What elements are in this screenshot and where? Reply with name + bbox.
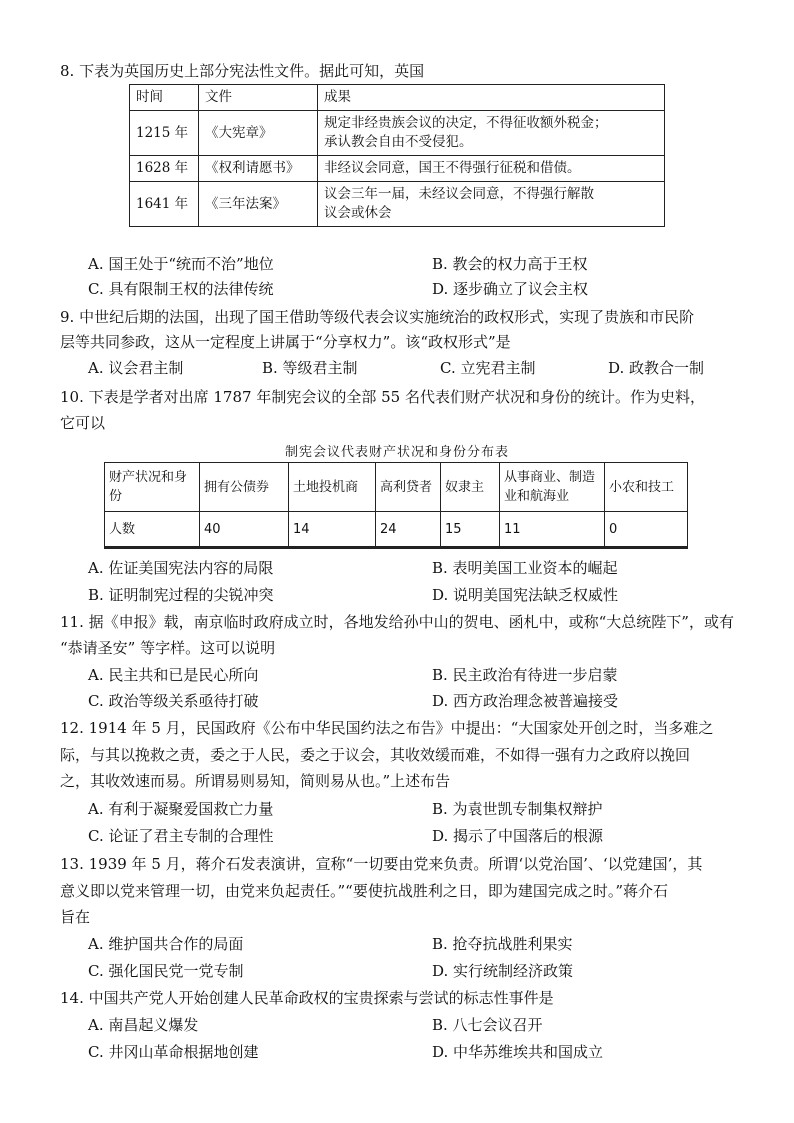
q9-option-a: A. 议会君主制 (88, 359, 184, 377)
q12-option-b: B. 为袁世凯专制集权辩护 (432, 800, 603, 818)
cell-line: 议会三年一届，未经议会同意，不得强行解散 (324, 186, 594, 202)
q13-option-c: C. 强化国民党一党专制 (88, 962, 244, 980)
q9-option-d: D. 政教合一制 (608, 359, 705, 377)
q14-stem: 14. 中国共产党人开始创建人民革命政权的宝贵探索与尝试的标志性事件是 (60, 989, 554, 1007)
cell-line: 议会或休会 (324, 205, 392, 221)
table-row (130, 156, 665, 182)
q14-option-b: B. 八七会议召开 (432, 1016, 543, 1034)
table-cell: 《三年法案》 (199, 182, 318, 227)
q12-option-c: C. 论证了君主专制的合理性 (88, 827, 274, 845)
q11-stem-line2: “恭请圣安” 等字样。这可以说明 (60, 639, 276, 657)
q10-option-a: A. 佐证美国宪法内容的局限 (88, 559, 274, 577)
q13-stem-line1: 13. 1939 年 5 月，蒋介石发表演讲，宣称“一切要由党来负责。所谓‘以党治国’、‘以党建国’，其 (60, 855, 703, 873)
cell-line: 承认教会自由不受侵犯。 (324, 134, 473, 150)
table-header-cell: 高利贷者 (376, 463, 441, 512)
table-cell: 24 (376, 512, 441, 548)
table-cell: 11 (500, 512, 605, 548)
table-row (130, 182, 665, 227)
q14-option-c: C. 井冈山革命根据地创建 (88, 1043, 259, 1061)
table-cell: 1628 年 (130, 156, 199, 182)
table-cell: 1215 年 (130, 111, 199, 156)
q14-option-a: A. 南昌起义爆发 (88, 1016, 199, 1034)
table-header-cell: 土地投机商 (289, 463, 376, 512)
table-row-label: 人数 (105, 512, 200, 548)
table-header-cell: 财产状况和身份 (105, 463, 200, 512)
table-cell (318, 182, 665, 227)
table-row (105, 512, 688, 548)
table-cell: 40 (200, 512, 289, 548)
table-cell (318, 111, 665, 156)
q10-table-title: 制宪会议代表财产状况和身份分布表 (284, 445, 509, 460)
q13-option-a: A. 维护国共合作的局面 (88, 935, 244, 953)
q9-option-b: B. 等级君主制 (262, 359, 358, 377)
q9-option-c: C. 立宪君主制 (440, 359, 536, 377)
table-cell: 15 (441, 512, 500, 548)
q10-option-b: B. 表明美国工业资本的崛起 (432, 559, 618, 577)
table-header-cell: 小农和技工 (605, 463, 688, 512)
q12-option-a: A. 有利于凝聚爱国救亡力量 (88, 800, 274, 818)
q8-stem: 8. 下表为英国历史上部分宪法性文件。据此可知，英国 (60, 62, 425, 80)
table-header-cell: 成果 (318, 85, 665, 111)
table-cell: 《大宪章》 (199, 111, 318, 156)
q12-stem-line1: 12. 1914 年 5 月，民国政府《公布中华民国约法之布告》中提出：“大国家处开创之时，当多难之 (60, 719, 714, 737)
q13-option-d: D. 实行统制经济政策 (432, 962, 574, 980)
table-header-cell: 从事商业、制造业和航海业 (500, 463, 605, 512)
q12-option-d: D. 揭示了中国落后的根源 (432, 827, 604, 845)
table-cell: 14 (289, 512, 376, 548)
table-cell: 《权利请愿书》 (199, 156, 318, 182)
q10-option-d: D. 说明美国宪法缺乏权威性 (432, 586, 619, 604)
table-header-row (130, 85, 665, 111)
q8-option-b: B. 教会的权力高于王权 (432, 255, 588, 273)
q10-table (104, 462, 688, 549)
table-header-cell: 拥有公债券 (200, 463, 289, 512)
q12-stem-line3: 之，其收效速而易。所谓易则易知，简则易从也。”上述布告 (60, 772, 451, 790)
q8-option-c: C. 具有限制王权的法律传统 (88, 280, 274, 298)
table-cell: 0 (605, 512, 688, 548)
table-header-cell: 奴隶主 (441, 463, 500, 512)
table-header-cell: 文件 (199, 85, 318, 111)
q10-stem-line2: 它可以 (60, 414, 106, 432)
q13-stem-line3: 旨在 (60, 908, 91, 926)
table-header-cell: 时间 (130, 85, 199, 111)
q11-option-d: D. 西方政治理念被普遍接受 (432, 692, 619, 710)
q13-stem-line2: 意义即以党来管理一切，由党来负起责任。”“要使抗战胜利之日，即为建国完成之时。”蒋介石 (60, 882, 669, 900)
q12-stem-line2: 际，与其以挽救之责，委之于人民，委之于议会，其收效缓而难，不如得一强有力之政府以挽回 (60, 746, 691, 764)
q8-option-a: A. 国王处于“统而不治”地位 (88, 255, 274, 273)
table-cell: 非经议会同意，国王不得强行征税和借债。 (318, 156, 665, 182)
q9-stem-line1: 9. 中世纪后期的法国，出现了国王借助等级代表会议实施统治的政权形式，实现了贵族和市民阶 (60, 308, 695, 326)
q11-option-b: B. 民主政治有待进一步启蒙 (432, 666, 618, 684)
q10-option-c: B. 证明制宪过程的尖锐冲突 (88, 586, 274, 604)
q8-table (129, 84, 665, 227)
q11-stem-line1: 11. 据《申报》载，南京临时政府成立时，各地发给孙中山的贺电、函札中，或称“大总统陛下”，或有 (60, 613, 734, 631)
q14-option-d: D. 中华苏维埃共和国成立 (432, 1043, 604, 1061)
cell-line: 规定非经贵族会议的决定，不得征收额外税金； (324, 115, 608, 131)
q10-stem-line1: 10. 下表是学者对出席 1787 年制宪会议的全部 55 名代表们财产状况和身份的统计。作为史料， (60, 388, 705, 406)
table-row (130, 111, 665, 156)
q13-option-b: B. 抢夺抗战胜利果实 (432, 935, 573, 953)
table-cell: 1641 年 (130, 182, 199, 227)
q8-option-d: D. 逐步确立了议会主权 (432, 280, 589, 298)
q11-option-c: C. 政治等级关系亟待打破 (88, 692, 259, 710)
q11-option-a: A. 民主共和已是民心所向 (88, 666, 259, 684)
q9-stem-line2: 层等共同参政，这从一定程度上讲属于“分享权力”。该“政权形式”是 (60, 333, 511, 351)
table-header-row (105, 463, 688, 512)
